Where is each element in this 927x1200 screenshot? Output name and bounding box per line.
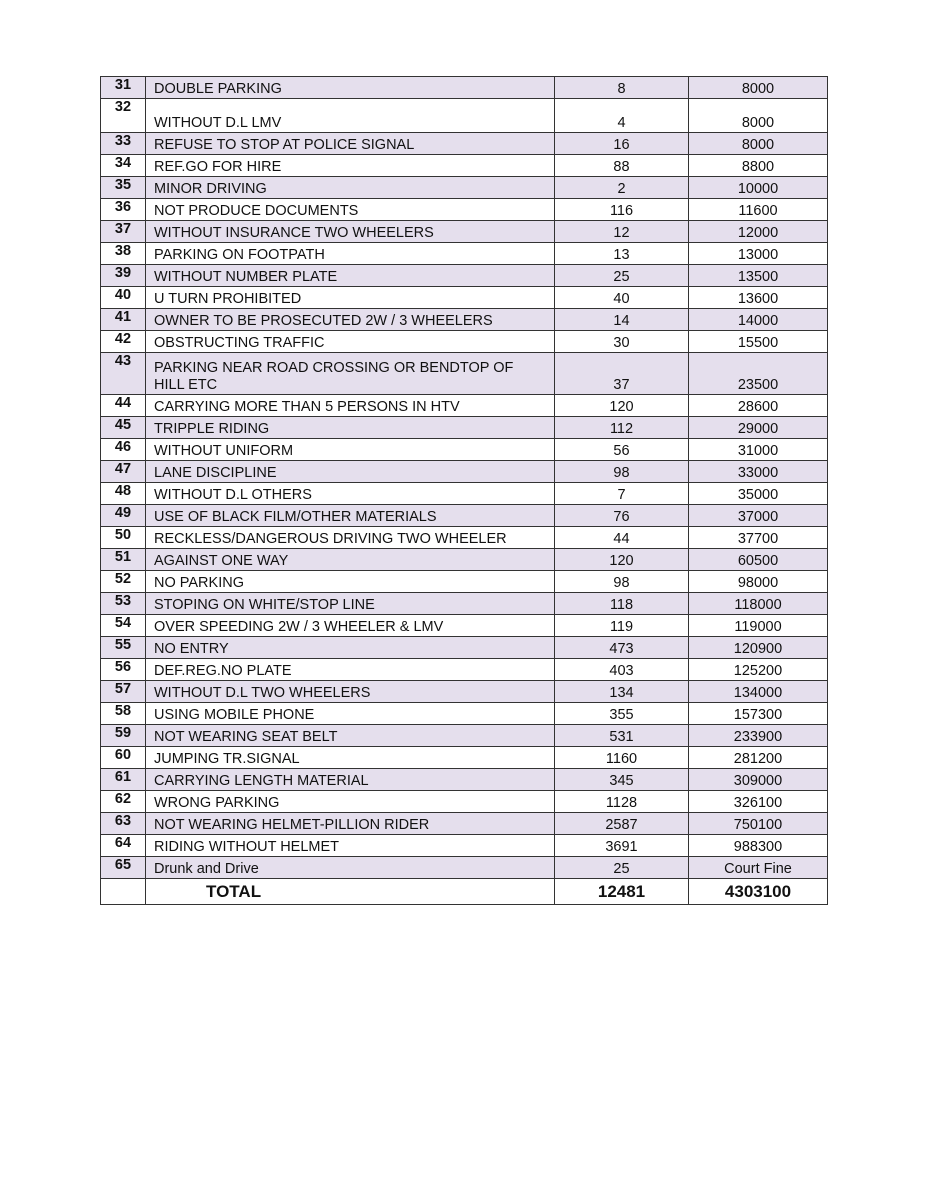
case-count: 1160 (555, 747, 689, 769)
serial-number: 51 (101, 549, 146, 571)
table-row (101, 725, 828, 747)
fine-amount: 60500 (689, 549, 828, 571)
case-count: 403 (555, 659, 689, 681)
serial-number: 65 (101, 857, 146, 879)
fine-amount: 13000 (689, 243, 828, 265)
serial-number: 42 (101, 331, 146, 353)
fine-amount: 8000 (689, 99, 828, 133)
case-count: 1128 (555, 791, 689, 813)
serial-number: 63 (101, 813, 146, 835)
serial-number: 40 (101, 287, 146, 309)
fine-amount: 14000 (689, 309, 828, 331)
serial-number: 47 (101, 461, 146, 483)
table-row (101, 593, 828, 615)
offence-name: PARKING ON FOOTPATH (146, 243, 555, 265)
case-count: 40 (555, 287, 689, 309)
table-row (101, 199, 828, 221)
table-row (101, 637, 828, 659)
offence-name: PARKING NEAR ROAD CROSSING OR BENDTOP OF HILL ETC (146, 353, 555, 395)
table-row (101, 133, 828, 155)
serial-number: 53 (101, 593, 146, 615)
table-row (101, 835, 828, 857)
fine-amount: 134000 (689, 681, 828, 703)
table-row (101, 505, 828, 527)
serial-number: 35 (101, 177, 146, 199)
serial-number: 54 (101, 615, 146, 637)
table-row (101, 99, 828, 133)
table-row (101, 769, 828, 791)
offence-name: WITHOUT D.L LMV (146, 99, 555, 133)
serial-number: 50 (101, 527, 146, 549)
serial-number: 46 (101, 439, 146, 461)
serial-number: 57 (101, 681, 146, 703)
case-count: 56 (555, 439, 689, 461)
fine-amount: 33000 (689, 461, 828, 483)
fine-amount: 35000 (689, 483, 828, 505)
table-row (101, 395, 828, 417)
fine-amount: 750100 (689, 813, 828, 835)
fine-amount: 8000 (689, 133, 828, 155)
table-row (101, 527, 828, 549)
fine-amount: 233900 (689, 725, 828, 747)
table-row (101, 747, 828, 769)
fine-amount: 23500 (689, 353, 828, 395)
total-amount: 4303100 (689, 879, 828, 905)
offence-name: OWNER TO BE PROSECUTED 2W / 3 WHEELERS (146, 309, 555, 331)
table-row (101, 309, 828, 331)
serial-number: 39 (101, 265, 146, 287)
serial-number: 61 (101, 769, 146, 791)
offence-name: OBSTRUCTING TRAFFIC (146, 331, 555, 353)
serial-number: 33 (101, 133, 146, 155)
offence-name: USE OF BLACK FILM/OTHER MATERIALS (146, 505, 555, 527)
serial-number: 62 (101, 791, 146, 813)
offence-name: CARRYING LENGTH MATERIAL (146, 769, 555, 791)
fine-amount: 157300 (689, 703, 828, 725)
case-count: 473 (555, 637, 689, 659)
fine-amount: 120900 (689, 637, 828, 659)
offence-name: WITHOUT UNIFORM (146, 439, 555, 461)
fines-table-body (101, 77, 828, 905)
offence-name: RIDING WITHOUT HELMET (146, 835, 555, 857)
serial-number: 32 (101, 99, 146, 133)
offence-name: WRONG PARKING (146, 791, 555, 813)
case-count: 44 (555, 527, 689, 549)
fine-amount: 37700 (689, 527, 828, 549)
offence-name: REFUSE TO STOP AT POLICE SIGNAL (146, 133, 555, 155)
fine-amount: 8000 (689, 77, 828, 99)
serial-number: 56 (101, 659, 146, 681)
total-row (101, 879, 828, 905)
offence-name: RECKLESS/DANGEROUS DRIVING TWO WHEELER (146, 527, 555, 549)
table-row (101, 243, 828, 265)
offence-name: DEF.REG.NO PLATE (146, 659, 555, 681)
serial-number: 45 (101, 417, 146, 439)
offence-name: WITHOUT INSURANCE TWO WHEELERS (146, 221, 555, 243)
case-count: 30 (555, 331, 689, 353)
offence-name: STOPING ON WHITE/STOP LINE (146, 593, 555, 615)
table-row (101, 221, 828, 243)
table-row (101, 265, 828, 287)
case-count: 16 (555, 133, 689, 155)
table-row (101, 703, 828, 725)
offence-name: OVER SPEEDING 2W / 3 WHEELER & LMV (146, 615, 555, 637)
offence-name: CARRYING MORE THAN 5 PERSONS IN HTV (146, 395, 555, 417)
case-count: 120 (555, 549, 689, 571)
offence-name: DOUBLE PARKING (146, 77, 555, 99)
serial-number: 49 (101, 505, 146, 527)
table-row (101, 331, 828, 353)
table-row (101, 461, 828, 483)
table-row (101, 155, 828, 177)
serial-number: 52 (101, 571, 146, 593)
serial-number: 55 (101, 637, 146, 659)
total-serial-cell (101, 879, 146, 905)
case-count: 3691 (555, 835, 689, 857)
table-row (101, 813, 828, 835)
case-count: 4 (555, 99, 689, 133)
serial-number: 34 (101, 155, 146, 177)
offence-name: NO PARKING (146, 571, 555, 593)
serial-number: 48 (101, 483, 146, 505)
fine-amount: 31000 (689, 439, 828, 461)
case-count: 25 (555, 265, 689, 287)
case-count: 8 (555, 77, 689, 99)
case-count: 7 (555, 483, 689, 505)
case-count: 12 (555, 221, 689, 243)
fine-amount: 29000 (689, 417, 828, 439)
total-label: TOTAL (146, 879, 555, 905)
fine-amount: 13600 (689, 287, 828, 309)
offence-name: AGAINST ONE WAY (146, 549, 555, 571)
table-row (101, 483, 828, 505)
case-count: 345 (555, 769, 689, 791)
offence-name: WITHOUT D.L TWO WHEELERS (146, 681, 555, 703)
case-count: 37 (555, 353, 689, 395)
case-count: 355 (555, 703, 689, 725)
serial-number: 36 (101, 199, 146, 221)
case-count: 13 (555, 243, 689, 265)
table-row (101, 571, 828, 593)
fine-amount: 13500 (689, 265, 828, 287)
case-count: 116 (555, 199, 689, 221)
table-row (101, 659, 828, 681)
offence-name: U TURN PROHIBITED (146, 287, 555, 309)
case-count: 120 (555, 395, 689, 417)
table-row (101, 77, 828, 99)
case-count: 98 (555, 461, 689, 483)
case-count: 14 (555, 309, 689, 331)
serial-number: 38 (101, 243, 146, 265)
case-count: 2587 (555, 813, 689, 835)
offence-name: Drunk and Drive (146, 857, 555, 879)
fine-amount: 15500 (689, 331, 828, 353)
offence-name: NOT WEARING HELMET-PILLION RIDER (146, 813, 555, 835)
offence-name: WITHOUT NUMBER PLATE (146, 265, 555, 287)
fine-amount: 98000 (689, 571, 828, 593)
fine-amount: 326100 (689, 791, 828, 813)
serial-number: 58 (101, 703, 146, 725)
serial-number: 41 (101, 309, 146, 331)
fine-amount: 988300 (689, 835, 828, 857)
fine-amount: 281200 (689, 747, 828, 769)
serial-number: 59 (101, 725, 146, 747)
table-row (101, 177, 828, 199)
case-count: 119 (555, 615, 689, 637)
fine-amount: 125200 (689, 659, 828, 681)
table-row (101, 549, 828, 571)
fine-amount: 118000 (689, 593, 828, 615)
offence-name: JUMPING TR.SIGNAL (146, 747, 555, 769)
table-row (101, 857, 828, 879)
case-count: 25 (555, 857, 689, 879)
table-row (101, 615, 828, 637)
case-count: 134 (555, 681, 689, 703)
serial-number: 31 (101, 77, 146, 99)
case-count: 76 (555, 505, 689, 527)
fine-amount: 37000 (689, 505, 828, 527)
case-count: 531 (555, 725, 689, 747)
serial-number: 43 (101, 353, 146, 395)
fine-amount: 11600 (689, 199, 828, 221)
table-row (101, 681, 828, 703)
offence-name: REF.GO FOR HIRE (146, 155, 555, 177)
table-row (101, 417, 828, 439)
total-count: 12481 (555, 879, 689, 905)
case-count: 98 (555, 571, 689, 593)
fine-amount: 28600 (689, 395, 828, 417)
table-row (101, 287, 828, 309)
case-count: 88 (555, 155, 689, 177)
fine-amount: 10000 (689, 177, 828, 199)
fine-amount: 12000 (689, 221, 828, 243)
table-row (101, 353, 828, 395)
offence-name: MINOR DRIVING (146, 177, 555, 199)
table-row (101, 791, 828, 813)
table-row (101, 439, 828, 461)
serial-number: 60 (101, 747, 146, 769)
fines-table (100, 76, 828, 905)
offence-name: WITHOUT D.L OTHERS (146, 483, 555, 505)
case-count: 2 (555, 177, 689, 199)
offence-name: USING MOBILE PHONE (146, 703, 555, 725)
offence-name: NOT WEARING SEAT BELT (146, 725, 555, 747)
offence-name: TRIPPLE RIDING (146, 417, 555, 439)
case-count: 112 (555, 417, 689, 439)
fine-amount: 309000 (689, 769, 828, 791)
serial-number: 64 (101, 835, 146, 857)
serial-number: 37 (101, 221, 146, 243)
fine-amount: 119000 (689, 615, 828, 637)
case-count: 118 (555, 593, 689, 615)
offence-name: NOT PRODUCE DOCUMENTS (146, 199, 555, 221)
fine-amount: 8800 (689, 155, 828, 177)
offence-name: NO ENTRY (146, 637, 555, 659)
offence-name: LANE DISCIPLINE (146, 461, 555, 483)
serial-number: 44 (101, 395, 146, 417)
fine-amount: Court Fine (689, 857, 828, 879)
